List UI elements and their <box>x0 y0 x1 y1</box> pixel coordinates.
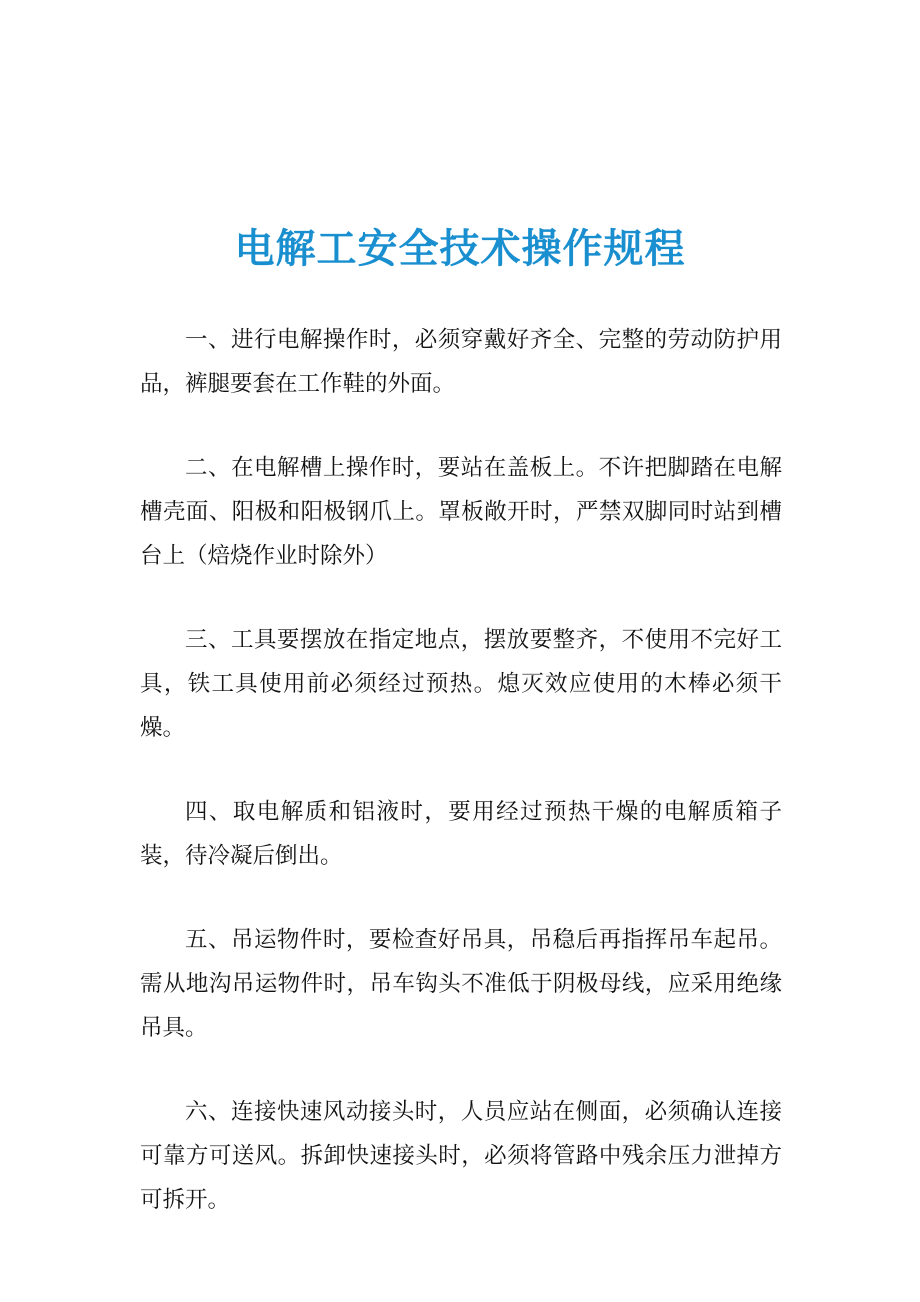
paragraph-5: 五、吊运物件时，要检查好吊具，吊稳后再指挥吊车起吊。需从地沟吊运物件时，吊车钩头不准低于阴极母线，应采用绝缘吊具。 <box>140 927 782 1041</box>
paragraph-4: 四、取电解质和铝液时，要用经过预热干燥的电解质箱子装，待冷凝后倒出。 <box>140 799 782 869</box>
paragraph-1: 一、进行电解操作时，必须穿戴好齐全、完整的劳动防护用品，裤腿要套在工作鞋的外面。 <box>140 327 782 397</box>
document-body <box>140 318 782 1262</box>
document-title: 电解工安全技术操作规程 <box>234 225 686 272</box>
paragraph-6: 六、连接快速风动接头时，人员应站在侧面，必须确认连接可靠方可送风。拆卸快速接头时，必须将管路中残余压力泄掉方可拆开。 <box>140 1099 782 1213</box>
paragraph-2: 二、在电解槽上操作时，要站在盖板上。不许把脚踏在电解槽壳面、阳极和阳极钢爪上。罩板敞开时，严禁双脚同时站到槽台上（焙烧作业时除外） <box>140 455 782 569</box>
paragraph-3: 三、工具要摆放在指定地点，摆放要整齐，不使用不完好工具，铁工具使用前必须经过预热。熄灭效应使用的木棒必须干燥。 <box>140 627 782 741</box>
